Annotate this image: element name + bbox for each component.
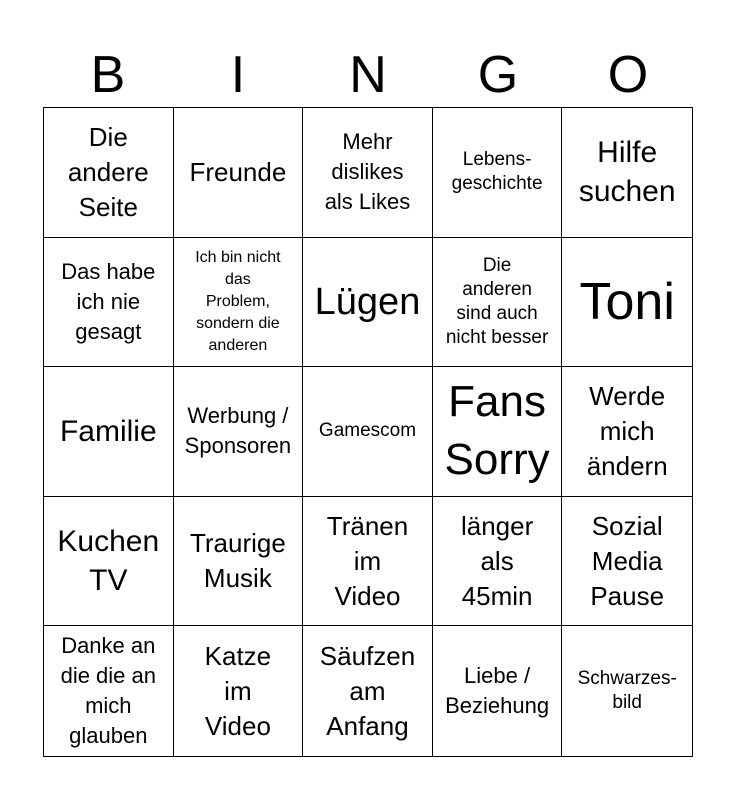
- bingo-cell[interactable]: Ich bin nicht das Problem, sondern die anderen: [174, 238, 304, 368]
- bingo-cell[interactable]: Freunde: [174, 108, 304, 238]
- bingo-cell[interactable]: Werbung / Sponsoren: [174, 367, 304, 497]
- header-letter-o: O: [607, 46, 649, 104]
- bingo-cell[interactable]: Kuchen TV: [44, 497, 174, 627]
- bingo-cell[interactable]: Danke an die die an mich glauben: [44, 626, 174, 756]
- bingo-cell[interactable]: Fans Sorry: [433, 367, 563, 497]
- bingo-cell[interactable]: Das habe ich nie gesagt: [44, 238, 174, 368]
- header-letter-g: G: [477, 46, 519, 104]
- bingo-cell[interactable]: Die andere Seite: [44, 108, 174, 238]
- bingo-cell[interactable]: länger als 45min: [433, 497, 563, 627]
- header-letter-i: I: [230, 46, 246, 104]
- bingo-cell[interactable]: Gamescom: [303, 367, 433, 497]
- header-letter-b: B: [90, 46, 126, 104]
- bingo-cell[interactable]: Tränen im Video: [303, 497, 433, 627]
- bingo-cell[interactable]: Säufzen am Anfang: [303, 626, 433, 756]
- bingo-board: [43, 107, 693, 757]
- bingo-cell[interactable]: Lebens- geschichte: [433, 108, 563, 238]
- bingo-cell[interactable]: Lügen: [303, 238, 433, 368]
- bingo-cell[interactable]: Toni: [562, 238, 692, 368]
- bingo-cell[interactable]: Katze im Video: [174, 626, 304, 756]
- bingo-cell[interactable]: Traurige Musik: [174, 497, 304, 627]
- bingo-cell[interactable]: Sozial Media Pause: [562, 497, 692, 627]
- bingo-cell[interactable]: Schwarzes- bild: [577, 668, 677, 714]
- bingo-cell[interactable]: Hilfe suchen: [562, 108, 692, 238]
- bingo-cell[interactable]: Die anderen sind auch nicht besser: [433, 238, 563, 368]
- header-letter-n: N: [349, 46, 387, 104]
- bingo-cell[interactable]: Familie: [44, 367, 174, 497]
- bingo-cell[interactable]: Mehr dislikes als Likes: [303, 108, 433, 238]
- bingo-header: [43, 44, 693, 106]
- bingo-cell[interactable]: Werde mich ändern: [562, 367, 692, 497]
- bingo-cell[interactable]: Liebe / Beziehung: [433, 626, 563, 756]
